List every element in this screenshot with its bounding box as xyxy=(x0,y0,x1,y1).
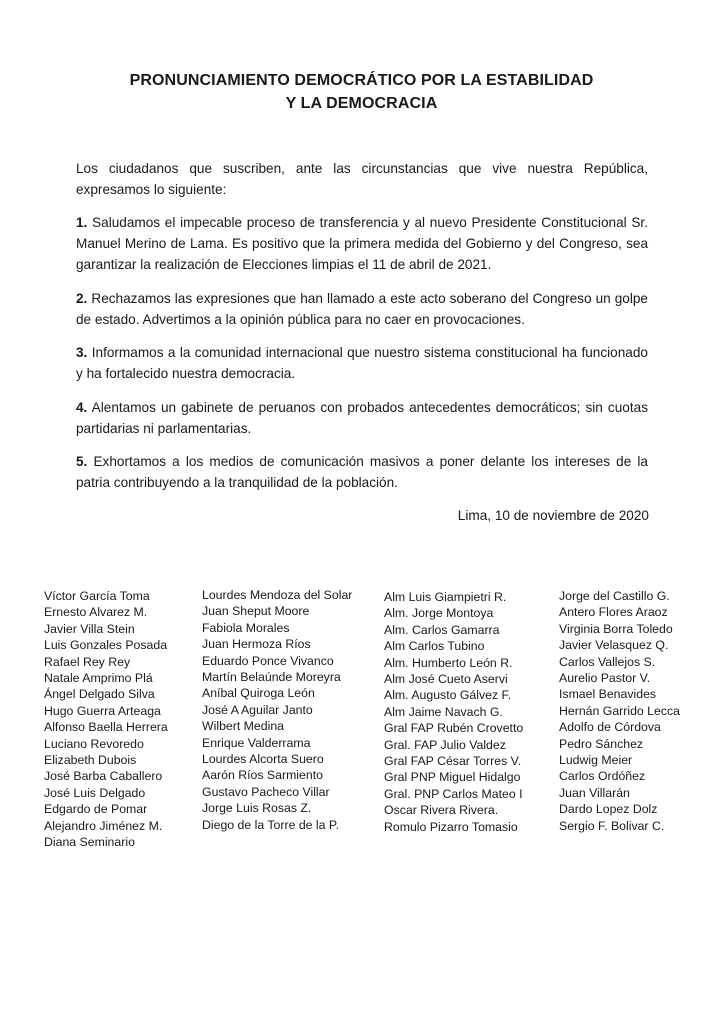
signatory-name: Romulo Pizarro Tomasio xyxy=(384,819,518,834)
signatory-name: Edgardo de Pomar xyxy=(44,802,148,817)
signatory-name: José A Aguilar Janto xyxy=(202,702,313,717)
signatories-column-1 xyxy=(44,588,168,851)
point-3-number: 3. xyxy=(76,345,88,360)
signatory-name: Diego de la Torre de la P. xyxy=(202,817,339,832)
signatory-name: Sergio F. Bolivar C. xyxy=(559,818,665,833)
signatory-name: Oscar Rivera Rivera. xyxy=(384,803,499,818)
signatory-name: Gral. FAP Julio Valdez xyxy=(384,737,506,752)
signatory-name: Adolfo de Córdova xyxy=(559,720,661,735)
signatories-column-3 xyxy=(384,589,523,835)
signatory-name: José Luis Delgado xyxy=(44,785,146,800)
signatory-name: Virginia Borra Toledo xyxy=(559,621,673,636)
signatory-name: Ismael Benavides xyxy=(559,687,657,702)
intro-paragraph: Los ciudadanos que suscriben, ante las circunstancias que vive nuestra República, expresamos lo siguiente: xyxy=(76,161,648,197)
signatory-name: Gustavo Pacheco Villar xyxy=(202,784,330,799)
signatory-name: Pedro Sánchez xyxy=(559,736,644,751)
signatory-name: Alm. Augusto Gálvez F. xyxy=(384,688,512,703)
signatory-name: Carlos Ordóñez xyxy=(559,769,646,784)
signatory-name: Gral FAP Rubén Crovetto xyxy=(384,721,524,736)
signatory-name: Diana Seminario xyxy=(44,835,135,850)
signatory-name: Ludwig Meier xyxy=(559,753,633,768)
point-4-number: 4. xyxy=(76,400,88,415)
signatory-name: Carlos Vallejos S. xyxy=(559,654,656,669)
signatory-name: Aarón Ríos Sarmiento xyxy=(202,768,323,783)
signatory-name: Hernán Garrido Lecca xyxy=(559,703,680,718)
point-5-number: 5. xyxy=(76,454,88,469)
signatory-name: José Barba Caballero xyxy=(44,769,163,784)
signatory-name: Rafael Rey Rey xyxy=(44,654,131,669)
signatory-name: Dardo Lopez Dolz xyxy=(559,802,658,817)
signatory-name: Jorge Luis Rosas Z. xyxy=(202,801,312,816)
point-2-text: Rechazamos las expresiones que han llamado a este acto soberano del Congreso un golpe de estado. Advertimos a la opinión pública para no caer en provocaciones. xyxy=(76,291,648,327)
signatory-name: Ernesto Alvarez M. xyxy=(44,605,148,620)
document-title-line-2: Y LA DEMOCRACIA xyxy=(285,95,438,112)
signatories-column-4 xyxy=(559,588,680,834)
point-3-text: Informamos a la comunidad internacional que nuestro sistema constitucional ha funcionado y ha fortalecido nuestra democracia. xyxy=(76,345,648,381)
signatory-name: Wilbert Medina xyxy=(202,719,285,734)
signatory-name: Enrique Valderrama xyxy=(202,735,311,750)
signatory-name: Ángel Delgado Silva xyxy=(44,687,155,702)
signatory-name: Alm Luis Giampietri R. xyxy=(384,590,507,604)
signatory-name: Eduardo Ponce Vivanco xyxy=(202,653,334,668)
signatory-name: Alfonso Baella Herrera xyxy=(44,720,168,735)
signatory-name: Juan Villarán xyxy=(559,785,630,800)
place-date: Lima, 10 de noviembre de 2020 xyxy=(457,508,649,523)
signatory-name: Fabiola Morales xyxy=(202,620,290,635)
signatory-name: Alm José Cueto Aservi xyxy=(384,672,508,687)
signatory-name: Aurelio Pastor V. xyxy=(559,671,651,686)
signatory-name: Natale Amprimo Plá xyxy=(44,671,153,686)
point-5-text: Exhortamos a los medios de comunicación masivos a poner delante los intereses de la patria contribuyendo a la tranquilidad de la población. xyxy=(76,454,648,490)
point-4 xyxy=(76,397,648,439)
signatory-name: Jorge del Castillo G. xyxy=(559,589,670,603)
signatory-name: Alm. Humberto León R. xyxy=(384,655,513,670)
signatory-name: Lourdes Alcorta Suero xyxy=(202,752,324,767)
signatories-column-2 xyxy=(202,587,352,833)
document-title-line-1: PRONUNCIAMIENTO DEMOCRÁTICO POR LA ESTABILIDAD xyxy=(129,72,594,89)
signatory-name: Gral. PNP Carlos Mateo I xyxy=(384,786,523,801)
point-4-text: Alentamos un gabinete de peruanos con probados antecedentes democráticos; sin cuotas partidarias ni parlamentarias. xyxy=(76,400,648,436)
signatory-name: Lourdes Mendoza del Solar xyxy=(202,588,353,602)
signatory-name: Luciano Revoredo xyxy=(44,736,144,751)
signatory-name: Javier Villa Stein xyxy=(44,621,135,636)
point-2 xyxy=(76,288,648,330)
signatory-name: Hugo Guerra Arteaga xyxy=(44,703,161,718)
signatory-name: Víctor García Toma xyxy=(44,589,150,603)
signatory-name: Javier Velasquez Q. xyxy=(559,638,669,653)
signatory-name: Alm Jaime Navach G. xyxy=(384,704,503,719)
signatory-name: Alm Carlos Tubino xyxy=(384,639,485,654)
signatory-name: Gral FAP César Torres V. xyxy=(384,754,522,769)
signatory-name: Aníbal Quiroga León xyxy=(202,686,315,701)
signatory-name: Antero Flores Araoz xyxy=(559,605,668,620)
point-1-text: Saludamos el impecable proceso de transferencia y al nuevo Presidente Constitucional Sr. Manuel Merino de Lama. Es positivo que la primera medida del Gobierno y del Congreso, sea garantizar la realización de Elecciones limpias el 11 de abril de 2021. xyxy=(76,215,648,272)
point-5 xyxy=(76,451,648,493)
point-3 xyxy=(76,342,648,384)
signatory-name: Gral PNP Miguel Hidalgo xyxy=(384,770,521,785)
signatory-name: Juan Hermoza Ríos xyxy=(202,637,311,652)
signatory-name: Luis Gonzales Posada xyxy=(44,638,168,653)
signatory-name: Alejandro Jiménez M. xyxy=(44,818,163,833)
point-2-number: 2. xyxy=(76,291,88,306)
point-1 xyxy=(76,212,648,275)
signatory-name: Juan Sheput Moore xyxy=(202,604,310,619)
signatory-name: Martín Belaúnde Moreyra xyxy=(202,670,341,685)
signatory-name: Elizabeth Dubois xyxy=(44,753,137,768)
point-1-number: 1. xyxy=(76,215,88,230)
signatory-name: Alm. Carlos Gamarra xyxy=(384,622,500,637)
signatory-name: Alm. Jorge Montoya xyxy=(384,606,494,621)
